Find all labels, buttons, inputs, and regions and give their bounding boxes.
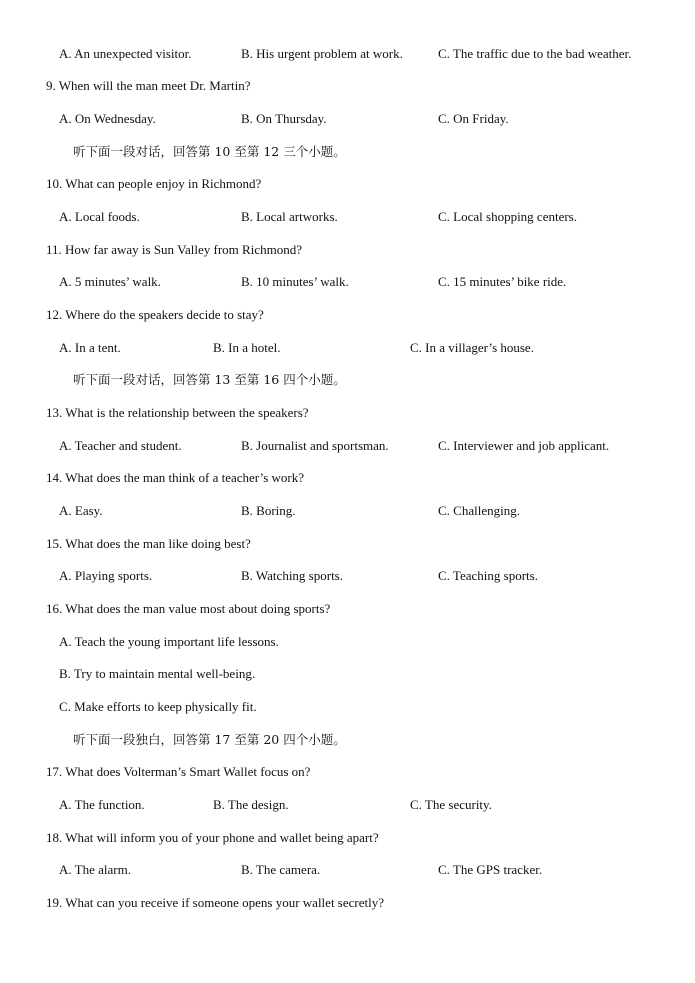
section-instruction: 听下面一段独白，回答第 17 至第 20 四个小题。 (73, 732, 346, 747)
answer-option-a: A. The alarm. (59, 862, 131, 877)
answer-option-c: C. 15 minutes’ bike ride. (438, 274, 567, 289)
question-text: 13. What is the relationship between the speakers? (46, 405, 309, 420)
answer-option-b: B. His urgent problem at work. (241, 46, 403, 61)
answer-option-b: B. In a hotel. (213, 340, 281, 355)
answer-options-row (0, 338, 695, 358)
answer-option-a: A. An unexpected visitor. (59, 46, 192, 61)
question-text: 19. What can you receive if someone opens your wallet secretly? (46, 895, 384, 910)
answer-option-c: C. Challenging. (438, 503, 520, 518)
answer-option: A. Teach the young important life lessons. (59, 634, 279, 649)
answer-option: C. Make efforts to keep physically fit. (59, 699, 257, 714)
question-text: 17. What does Volterman’s Smart Wallet focus on? (46, 764, 311, 779)
section-instruction: 听下面一段对话，回答第 13 至第 16 四个小题。 (73, 372, 346, 387)
answer-option-a: A. Local foods. (59, 209, 140, 224)
answer-option-a: A. Playing sports. (59, 568, 153, 583)
answer-option-c: C. Local shopping centers. (438, 209, 577, 224)
answer-option-b: B. The camera. (241, 862, 321, 877)
answer-options-row (0, 436, 695, 456)
answer-option-a: A. The function. (59, 797, 145, 812)
answer-option-b: B. 10 minutes’ walk. (241, 274, 349, 289)
answer-option-a: A. On Wednesday. (59, 111, 156, 126)
question-text: 11. How far away is Sun Valley from Richmond? (46, 242, 302, 257)
answer-options-row (0, 860, 695, 880)
question-text: 16. What does the man value most about doing sports? (46, 601, 331, 616)
answer-options-row (0, 109, 695, 129)
answer-option-b: B. On Thursday. (241, 111, 327, 126)
answer-option-c: C. Teaching sports. (438, 568, 538, 583)
answer-option-c: C. The traffic due to the bad weather. (438, 46, 632, 61)
answer-option-c: C. Interviewer and job applicant. (438, 438, 610, 453)
question-text: 12. Where do the speakers decide to stay? (46, 307, 264, 322)
answer-option-c: C. The security. (410, 797, 492, 812)
answer-option-b: B. Watching sports. (241, 568, 343, 583)
answer-options-row (0, 272, 695, 292)
answer-option-a: A. Easy. (59, 503, 103, 518)
answer-option-b: B. Journalist and sportsman. (241, 438, 389, 453)
answer-option-b: B. Boring. (241, 503, 296, 518)
answer-option-a: A. Teacher and student. (59, 438, 182, 453)
answer-option: B. Try to maintain mental well-being. (59, 666, 256, 681)
answer-option-c: C. On Friday. (438, 111, 509, 126)
section-instruction: 听下面一段对话，回答第 10 至第 12 三个小题。 (73, 144, 346, 159)
question-text: 10. What can people enjoy in Richmond? (46, 176, 262, 191)
question-text: 9. When will the man meet Dr. Martin? (46, 78, 251, 93)
answer-option-c: C. In a villager’s house. (410, 340, 534, 355)
answer-option-c: C. The GPS tracker. (438, 862, 543, 877)
answer-option-a: A. In a tent. (59, 340, 121, 355)
answer-options-row (0, 566, 695, 586)
answer-options-row (0, 207, 695, 227)
answer-option-a: A. 5 minutes’ walk. (59, 274, 161, 289)
question-text: 15. What does the man like doing best? (46, 536, 251, 551)
answer-options-row (0, 44, 695, 64)
answer-option-b: B. The design. (213, 797, 289, 812)
answer-options-row (0, 795, 695, 815)
question-text: 18. What will inform you of your phone and wallet being apart? (46, 830, 379, 845)
answer-option-b: B. Local artworks. (241, 209, 338, 224)
question-text: 14. What does the man think of a teacher’s work? (46, 470, 304, 485)
answer-options-row (0, 501, 695, 521)
